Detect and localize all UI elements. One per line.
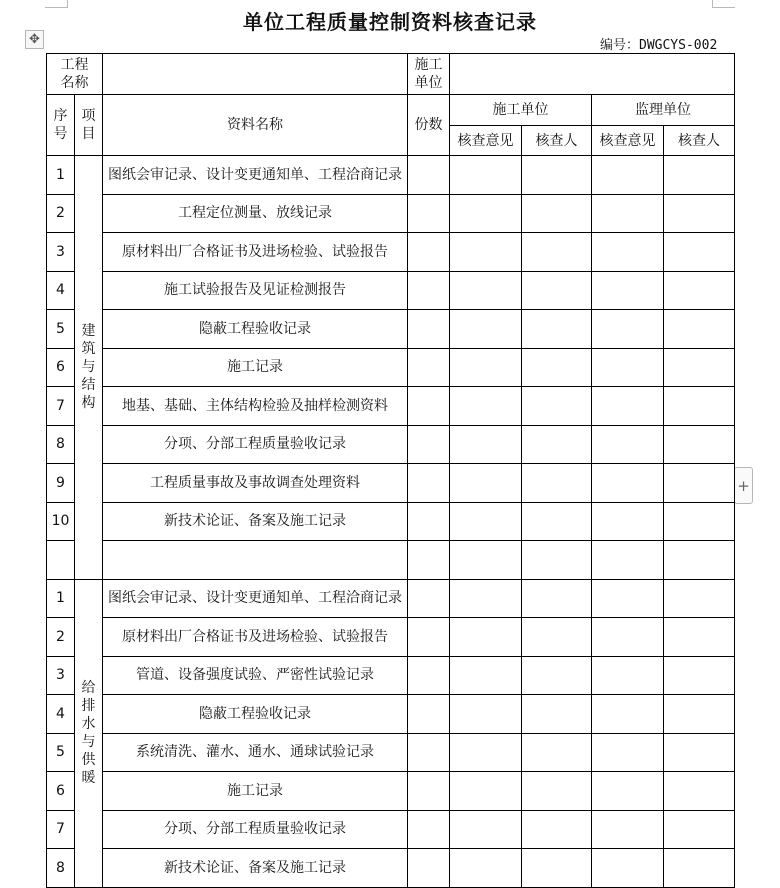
copies-cell[interactable] bbox=[408, 233, 450, 272]
table-row bbox=[47, 348, 735, 387]
item-label: 项 目 bbox=[75, 95, 103, 156]
supervision-reviewer-cell[interactable] bbox=[664, 310, 735, 349]
supervision-opinion-cell[interactable] bbox=[592, 233, 664, 272]
row-number: 6 bbox=[47, 348, 75, 387]
table-row bbox=[47, 310, 735, 349]
table-row bbox=[47, 618, 735, 657]
header-row-project bbox=[47, 54, 735, 95]
copies-cell[interactable] bbox=[408, 772, 450, 811]
seq-label: 序 号 bbox=[47, 95, 75, 156]
document-name: 施工记录 bbox=[103, 772, 408, 811]
construction-opinion-cell[interactable] bbox=[450, 618, 522, 657]
header-row-units bbox=[47, 95, 735, 126]
construction-opinion-cell[interactable] bbox=[450, 387, 522, 426]
supervision-reviewer-cell[interactable] bbox=[664, 579, 735, 618]
supervision-reviewer-cell[interactable] bbox=[664, 810, 735, 849]
row-number: 2 bbox=[47, 194, 75, 233]
contractor-label: 施工 单位 bbox=[408, 54, 450, 95]
table-row bbox=[47, 271, 735, 310]
table-row bbox=[47, 695, 735, 734]
document-name: 施工试验报告及见证检测报告 bbox=[103, 271, 408, 310]
construction-reviewer-cell[interactable] bbox=[522, 233, 592, 272]
supervision-opinion-cell[interactable] bbox=[592, 425, 664, 464]
construction-reviewer-cell[interactable] bbox=[522, 156, 592, 195]
row-number: 3 bbox=[47, 233, 75, 272]
supervision-opinion-cell[interactable] bbox=[592, 810, 664, 849]
supervision-opinion-cell[interactable] bbox=[592, 772, 664, 811]
table-row bbox=[47, 387, 735, 426]
row-number: 3 bbox=[47, 656, 75, 695]
row-number: 5 bbox=[47, 310, 75, 349]
construction-reviewer-cell[interactable] bbox=[522, 656, 592, 695]
construction-opinion-cell[interactable] bbox=[450, 849, 522, 888]
project-name-value[interactable] bbox=[103, 54, 408, 95]
supervision-reviewer-cell[interactable] bbox=[664, 464, 735, 503]
copies-cell[interactable] bbox=[408, 733, 450, 772]
document-name: 新技术论证、备案及施工记录 bbox=[103, 849, 408, 888]
construction-opinion-cell[interactable] bbox=[450, 772, 522, 811]
construction-opinion-cell[interactable] bbox=[450, 695, 522, 734]
construction-opinion-cell[interactable] bbox=[450, 348, 522, 387]
construction-reviewer-cell[interactable] bbox=[522, 387, 592, 426]
construction-reviewer-label: 核查人 bbox=[522, 126, 592, 156]
supervision-reviewer-cell[interactable] bbox=[664, 541, 735, 580]
document-name: 隐蔽工程验收记录 bbox=[103, 695, 408, 734]
table-row bbox=[47, 156, 735, 195]
supervision-reviewer-cell[interactable] bbox=[664, 733, 735, 772]
row-number: 9 bbox=[47, 464, 75, 503]
document-name: 分项、分部工程质量验收记录 bbox=[103, 810, 408, 849]
copies-cell[interactable] bbox=[408, 156, 450, 195]
document-name: 隐蔽工程验收记录 bbox=[103, 310, 408, 349]
construction-opinion-cell[interactable] bbox=[450, 656, 522, 695]
copies-cell[interactable] bbox=[408, 541, 450, 580]
table-row bbox=[47, 656, 735, 695]
document-name: 系统清洗、灌水、通水、通球试验记录 bbox=[103, 733, 408, 772]
construction-opinion-cell[interactable] bbox=[450, 310, 522, 349]
table-row bbox=[47, 194, 735, 233]
supervision-reviewer-cell[interactable] bbox=[664, 233, 735, 272]
table-row bbox=[47, 541, 735, 580]
document-name bbox=[103, 541, 408, 580]
construction-unit-label: 施工单位 bbox=[450, 95, 592, 126]
copies-cell[interactable] bbox=[408, 348, 450, 387]
construction-opinion-cell[interactable] bbox=[450, 425, 522, 464]
row-number: 4 bbox=[47, 695, 75, 734]
construction-reviewer-cell[interactable] bbox=[522, 810, 592, 849]
supervision-reviewer-cell[interactable] bbox=[664, 502, 735, 541]
supervision-review-opinion-label: 核查意见 bbox=[592, 126, 664, 156]
contractor-value[interactable] bbox=[450, 54, 735, 95]
row-number: 4 bbox=[47, 271, 75, 310]
construction-reviewer-cell[interactable] bbox=[522, 271, 592, 310]
supervision-opinion-cell[interactable] bbox=[592, 579, 664, 618]
construction-opinion-cell[interactable] bbox=[450, 156, 522, 195]
supervision-opinion-cell[interactable] bbox=[592, 348, 664, 387]
document-name: 图纸会审记录、设计变更通知单、工程洽商记录 bbox=[103, 156, 408, 195]
supervision-opinion-cell[interactable] bbox=[592, 387, 664, 426]
table-row bbox=[47, 772, 735, 811]
document-name: 新技术论证、备案及施工记录 bbox=[103, 502, 408, 541]
row-number: 1 bbox=[47, 156, 75, 195]
doc-name-label: 资料名称 bbox=[103, 95, 408, 156]
copies-cell[interactable] bbox=[408, 695, 450, 734]
copies-cell[interactable] bbox=[408, 502, 450, 541]
supervision-reviewer-cell[interactable] bbox=[664, 387, 735, 426]
supervision-opinion-cell[interactable] bbox=[592, 733, 664, 772]
construction-opinion-cell[interactable] bbox=[450, 502, 522, 541]
document-name: 工程定位测量、放线记录 bbox=[103, 194, 408, 233]
construction-opinion-cell[interactable] bbox=[450, 541, 522, 580]
supervision-opinion-cell[interactable] bbox=[592, 849, 664, 888]
row-number bbox=[47, 541, 75, 580]
construction-opinion-cell[interactable] bbox=[450, 579, 522, 618]
copies-cell[interactable] bbox=[408, 810, 450, 849]
category-label: 建 筑 与 结 构 bbox=[75, 156, 103, 580]
copies-cell[interactable] bbox=[408, 618, 450, 657]
table-move-handle-icon[interactable]: ✥ bbox=[25, 30, 44, 49]
copies-cell[interactable] bbox=[408, 387, 450, 426]
copies-cell[interactable] bbox=[408, 425, 450, 464]
construction-reviewer-cell[interactable] bbox=[522, 194, 592, 233]
document-name: 地基、基础、主体结构检验及抽样检测资料 bbox=[103, 387, 408, 426]
copies-cell[interactable] bbox=[408, 310, 450, 349]
project-name-label: 工程 名称 bbox=[47, 54, 103, 95]
row-number: 8 bbox=[47, 849, 75, 888]
supervision-opinion-cell[interactable] bbox=[592, 310, 664, 349]
supervision-reviewer-cell[interactable] bbox=[664, 772, 735, 811]
supervision-reviewer-cell[interactable] bbox=[664, 194, 735, 233]
row-number: 2 bbox=[47, 618, 75, 657]
construction-reviewer-cell[interactable] bbox=[522, 618, 592, 657]
construction-opinion-cell[interactable] bbox=[450, 810, 522, 849]
row-number: 8 bbox=[47, 425, 75, 464]
supervision-reviewer-cell[interactable] bbox=[664, 695, 735, 734]
supervision-reviewer-cell[interactable] bbox=[664, 656, 735, 695]
construction-reviewer-cell[interactable] bbox=[522, 425, 592, 464]
construction-reviewer-cell[interactable] bbox=[522, 849, 592, 888]
supervision-opinion-cell[interactable] bbox=[592, 502, 664, 541]
copies-cell[interactable] bbox=[408, 656, 450, 695]
supervision-reviewer-cell[interactable] bbox=[664, 425, 735, 464]
add-column-icon[interactable]: + bbox=[734, 467, 753, 504]
category-label: 给 排 水 与 供 暖 bbox=[75, 579, 103, 887]
row-number: 7 bbox=[47, 387, 75, 426]
construction-reviewer-cell[interactable] bbox=[522, 733, 592, 772]
copies-cell[interactable] bbox=[408, 271, 450, 310]
construction-reviewer-cell[interactable] bbox=[522, 579, 592, 618]
table-row bbox=[47, 579, 735, 618]
table-row bbox=[47, 425, 735, 464]
row-number: 10 bbox=[47, 502, 75, 541]
table-row bbox=[47, 464, 735, 503]
supervision-reviewer-cell[interactable] bbox=[664, 849, 735, 888]
construction-reviewer-cell[interactable] bbox=[522, 502, 592, 541]
table-row bbox=[47, 733, 735, 772]
table-row bbox=[47, 233, 735, 272]
construction-opinion-cell[interactable] bbox=[450, 733, 522, 772]
supervision-opinion-cell[interactable] bbox=[592, 656, 664, 695]
supervision-opinion-cell[interactable] bbox=[592, 695, 664, 734]
construction-reviewer-cell[interactable] bbox=[522, 348, 592, 387]
supervision-reviewer-cell[interactable] bbox=[664, 618, 735, 657]
supervision-opinion-cell[interactable] bbox=[592, 618, 664, 657]
supervision-reviewer-cell[interactable] bbox=[664, 271, 735, 310]
table-row bbox=[47, 810, 735, 849]
document-number: 编号：DWGCYS-002 bbox=[600, 38, 718, 53]
page-title: 单位工程质量控制资料核查记录 bbox=[243, 10, 537, 34]
supervision-reviewer-cell[interactable] bbox=[664, 348, 735, 387]
supervision-opinion-cell[interactable] bbox=[592, 464, 664, 503]
row-number: 7 bbox=[47, 810, 75, 849]
supervision-reviewer-cell[interactable] bbox=[664, 156, 735, 195]
copies-label: 份数 bbox=[408, 95, 450, 156]
document-name: 工程质量事故及事故调查处理资料 bbox=[103, 464, 408, 503]
construction-reviewer-cell[interactable] bbox=[522, 310, 592, 349]
copies-cell[interactable] bbox=[408, 194, 450, 233]
construction-reviewer-cell[interactable] bbox=[522, 695, 592, 734]
copies-cell[interactable] bbox=[408, 464, 450, 503]
construction-reviewer-cell[interactable] bbox=[522, 772, 592, 811]
supervision-opinion-cell[interactable] bbox=[592, 156, 664, 195]
construction-opinion-cell[interactable] bbox=[450, 271, 522, 310]
construction-reviewer-cell[interactable] bbox=[522, 464, 592, 503]
row-number: 1 bbox=[47, 579, 75, 618]
construction-opinion-cell[interactable] bbox=[450, 233, 522, 272]
supervision-reviewer-label: 核查人 bbox=[664, 126, 735, 156]
document-name: 施工记录 bbox=[103, 348, 408, 387]
table-row bbox=[47, 849, 735, 888]
copies-cell[interactable] bbox=[408, 849, 450, 888]
copies-cell[interactable] bbox=[408, 579, 450, 618]
document-name: 图纸会审记录、设计变更通知单、工程洽商记录 bbox=[103, 579, 408, 618]
document-name: 原材料出厂合格证书及进场检验、试验报告 bbox=[103, 618, 408, 657]
checklist-table bbox=[46, 53, 735, 888]
construction-opinion-cell[interactable] bbox=[450, 464, 522, 503]
document-name: 原材料出厂合格证书及进场检验、试验报告 bbox=[103, 233, 408, 272]
document-name: 分项、分部工程质量验收记录 bbox=[103, 425, 408, 464]
row-number: 5 bbox=[47, 733, 75, 772]
document-name: 管道、设备强度试验、严密性试验记录 bbox=[103, 656, 408, 695]
construction-review-opinion-label: 核查意见 bbox=[450, 126, 522, 156]
row-number: 6 bbox=[47, 772, 75, 811]
supervision-unit-label: 监理单位 bbox=[592, 95, 735, 126]
supervision-opinion-cell[interactable] bbox=[592, 541, 664, 580]
supervision-opinion-cell[interactable] bbox=[592, 271, 664, 310]
table-row bbox=[47, 502, 735, 541]
supervision-opinion-cell[interactable] bbox=[592, 194, 664, 233]
construction-reviewer-cell[interactable] bbox=[522, 541, 592, 580]
construction-opinion-cell[interactable] bbox=[450, 194, 522, 233]
